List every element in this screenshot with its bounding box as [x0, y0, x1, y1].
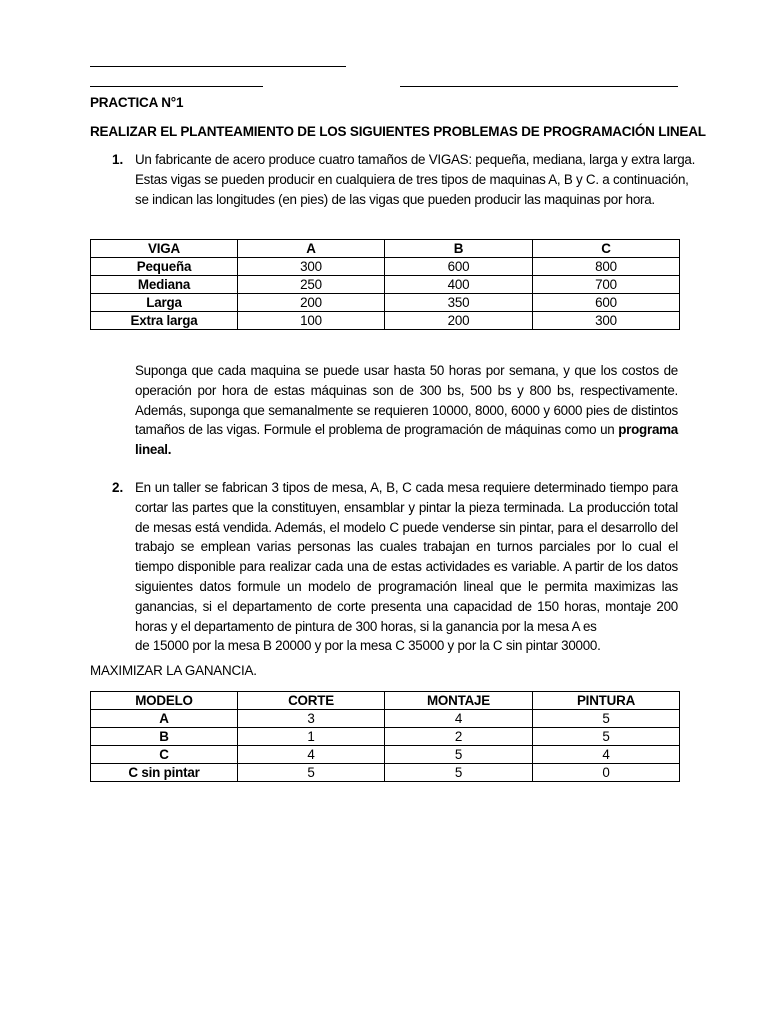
problem-2-body: En un taller se fabrican 3 tipos de mesa, A, B, C cada mesa requiere determinado tiempo para cortar las partes que la constituyen, ensamblar y pintar la pieza terminada. La producción total de mesas está vendida. Además, el modelo C puede venderse sin pintar, para el desarrollo del trabajo se emplean varias personas las cuales trabajan en turnos parciales por lo cual el tiempo disponible para realizar cada una de estas actividades es variable. A partir de los datos siguientes datos formule un modelo de programación lineal que le permita maximizas las ganancias, si el departamento de corte presenta una capacidad de 150 horas, montaje 200 horas y el departamento de pintura de 300 horas, si la ganancia por la mesa A es	[135, 480, 678, 634]
table-header-row	[91, 240, 680, 258]
table-header-cell: PINTURA	[533, 692, 680, 710]
table-row	[91, 312, 680, 330]
table-cell: 200	[238, 294, 385, 312]
table-header-cell: MODELO	[91, 692, 238, 710]
table-cell: 200	[385, 312, 533, 330]
table-cell: 700	[533, 276, 680, 294]
table-header-cell: C	[533, 240, 680, 258]
table-row-label: C sin pintar	[91, 764, 238, 782]
table-row	[91, 294, 680, 312]
table-cell: 100	[238, 312, 385, 330]
problem-1-followup-text: Suponga que cada maquina se puede usar hasta 50 horas por semana, y que los costos de operación por hora de estas máquinas son de 300 bs, 500 bs y 800 bs, respectivamente. Además, suponga que semanalmente se requieren 10000, 8000, 6000 y 6000 pies de distintos tamaños de las vigas. Formule el problema de programación de máquinas como un	[135, 363, 678, 438]
practice-title: PRACTICA N°1	[90, 95, 184, 110]
table-cell: 4	[533, 746, 680, 764]
table-row	[91, 710, 680, 728]
table-row-label: B	[91, 728, 238, 746]
problem-1-followup-bold: programa lineal.	[135, 422, 678, 458]
table-header-row	[91, 692, 680, 710]
table-row	[91, 728, 680, 746]
table-cell: 250	[238, 276, 385, 294]
table-row	[91, 764, 680, 782]
table-header-cell: CORTE	[238, 692, 385, 710]
table-cell: 5	[533, 710, 680, 728]
problem-1-number: 1.	[112, 152, 124, 167]
beams-table	[90, 239, 680, 330]
problem-1-intro-line: Estas vigas se pueden producir en cualquiera de tres tipos de maquinas A, B y C. a continuación,	[135, 171, 689, 187]
table-header-cell: VIGA	[91, 240, 238, 258]
table-row	[91, 746, 680, 764]
table-cell: 1	[238, 728, 385, 746]
problem-1-intro-line: se indican las longitudes (en pies) de las vigas que pueden producir las maquinas por hora.	[135, 191, 655, 207]
table-cell: 800	[533, 258, 680, 276]
tables-model-table	[90, 691, 680, 782]
table-cell: 3	[238, 710, 385, 728]
problem-1-intro	[135, 150, 696, 209]
table-header-cell: A	[238, 240, 385, 258]
table-cell: 300	[238, 258, 385, 276]
blank-line-left	[90, 86, 263, 87]
table-cell: 5	[385, 764, 533, 782]
table-cell: 0	[533, 764, 680, 782]
table-row-label: Extra larga	[91, 312, 238, 330]
table-row	[91, 258, 680, 276]
table-row	[91, 276, 680, 294]
main-title: REALIZAR EL PLANTEAMIENTO DE LOS SIGUIENTES PROBLEMAS DE PROGRAMACIÓN LINEAL	[90, 124, 706, 139]
blank-line-right	[400, 86, 678, 87]
table-cell: 5	[238, 764, 385, 782]
table-row-label: C	[91, 746, 238, 764]
table-cell: 5	[533, 728, 680, 746]
table-cell: 350	[385, 294, 533, 312]
table-cell: 4	[385, 710, 533, 728]
blank-line-top	[90, 66, 346, 67]
table-row-label: Mediana	[91, 276, 238, 294]
problem-2-number: 2.	[112, 480, 124, 495]
table-cell: 400	[385, 276, 533, 294]
problem-2-text	[135, 478, 678, 656]
table-header-cell: MONTAJE	[385, 692, 533, 710]
objective-label: MAXIMIZAR LA GANANCIA.	[90, 663, 257, 678]
table-cell: 2	[385, 728, 533, 746]
problem-1-followup	[135, 361, 678, 460]
table-cell: 5	[385, 746, 533, 764]
problem-1-intro-line: Un fabricante de acero produce cuatro tamaños de VIGAS: pequeña, mediana, larga y extra larga.	[135, 152, 696, 167]
problem-2-last-line: de 15000 por la mesa B 20000 y por la mesa C 35000 y por la C sin pintar 30000.	[135, 638, 601, 654]
table-header-cell: B	[385, 240, 533, 258]
table-cell: 600	[533, 294, 680, 312]
table-row-label: Pequeña	[91, 258, 238, 276]
table-cell: 300	[533, 312, 680, 330]
table-cell: 4	[238, 746, 385, 764]
table-row-label: A	[91, 710, 238, 728]
table-row-label: Larga	[91, 294, 238, 312]
table-cell: 600	[385, 258, 533, 276]
